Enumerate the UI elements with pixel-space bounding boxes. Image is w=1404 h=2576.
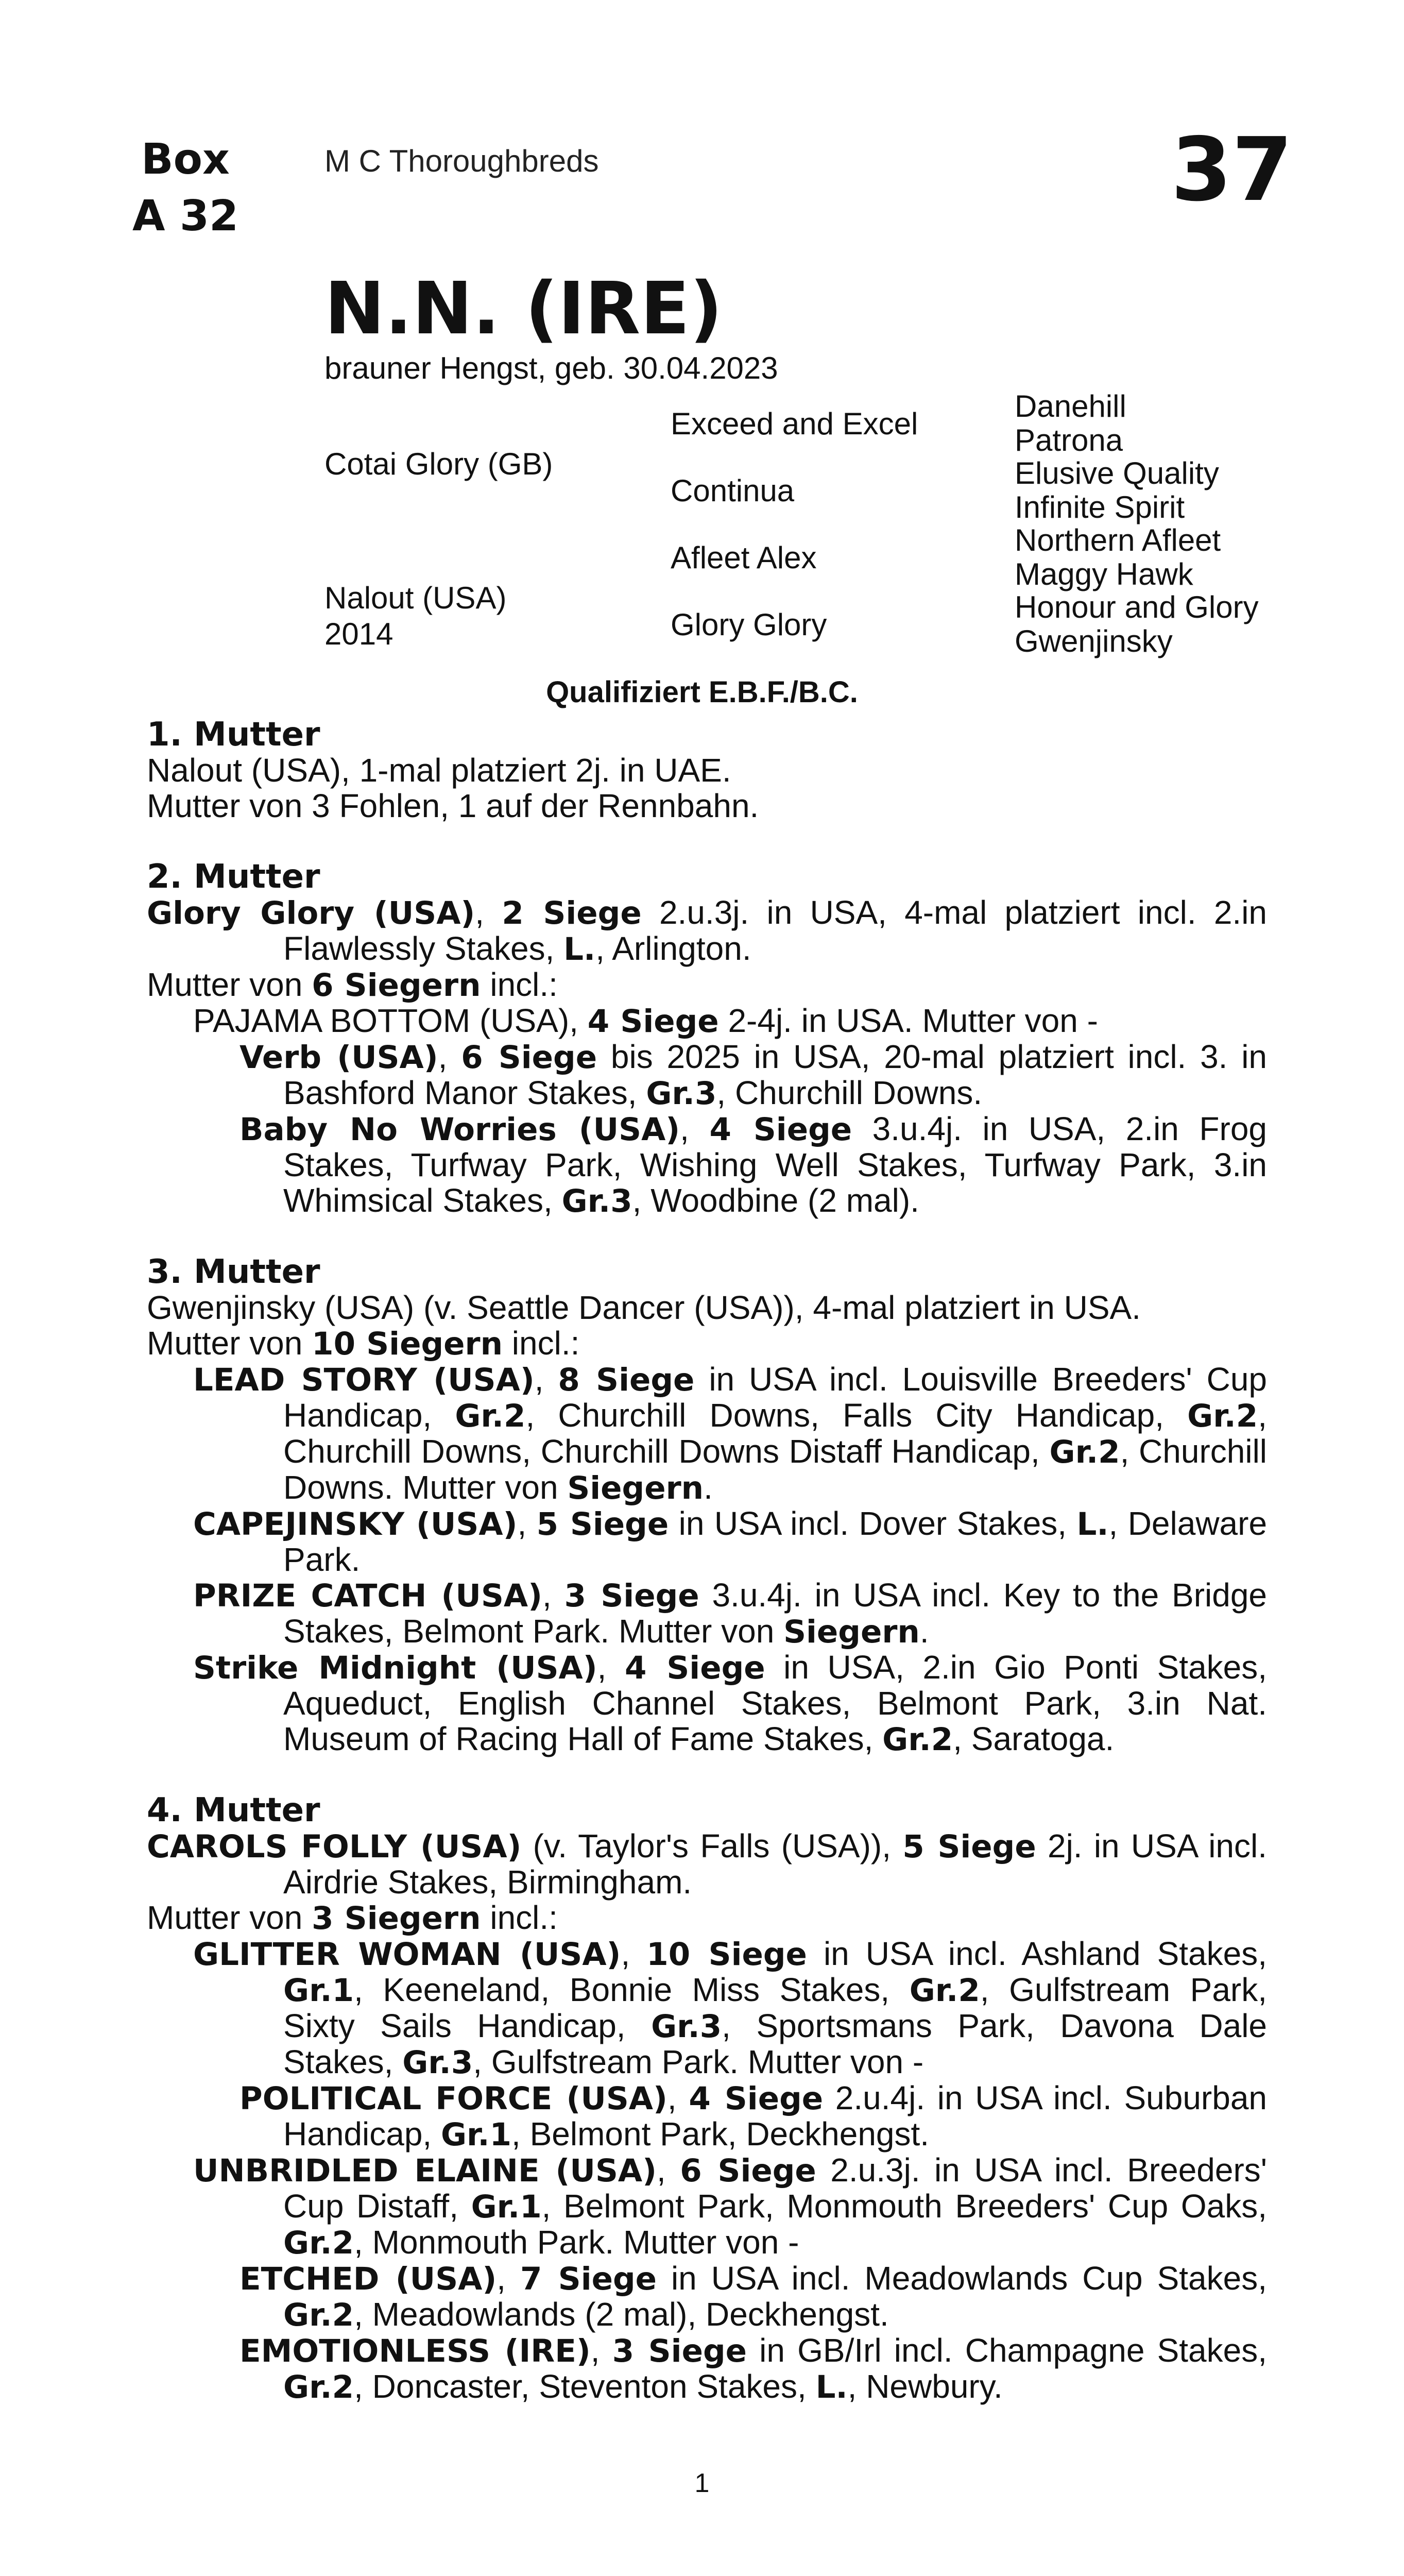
produce-name: Verb (USA) (239, 1039, 438, 1076)
dam-record (147, 1828, 1267, 1900)
box-label-line1: Box (141, 135, 230, 184)
produce-wins: 4 Siege (709, 1111, 852, 1148)
produce-entry: ETCHED (USA), 7 Siege in USA incl. Meadowlands Cup Stakes, Gr.2, Meadowlands (2 mal), Deckhengst. (239, 2260, 1268, 2333)
produce-wins: 3 Siege (612, 2333, 747, 2369)
section-title: 1. Mutter (147, 716, 320, 754)
produce-summary (147, 967, 1267, 1003)
dam-name: CAROLS FOLLY (USA) (147, 1828, 522, 1865)
dam-text: 2.u.3j. in USA, 4-mal platziert incl. 2.in Flawlessly Stakes, (283, 894, 1268, 967)
group-badge: Gr.1 (283, 1972, 354, 2009)
produce-entry: GLITTER WOMAN (USA), 10 Siege in USA incl. Ashland Stakes, Gr.1, Keeneland, Bonnie Miss Stakes, Gr.2, Gulfstream Park, Sixty Sails Handicap, Gr.3, Sportsmans Park, Davona Dale Stakes, Gr.3, Gulfstream Park. Mutter von - (193, 1935, 1268, 2081)
owner-name: M C Thoroughbreds (324, 144, 599, 178)
dam-record: Gwenjinsky (USA) (v. Seattle Dancer (USA)), 4-mal platziert in USA. (147, 1289, 1141, 1326)
dam-text: 2j. in USA incl. Airdrie Stakes, Birmingham. (283, 1827, 1268, 1901)
horse-name: N.N. (IRE) (324, 267, 723, 351)
produce-text: , Sportsmans Park, Davona Dale Stakes, (283, 2007, 1268, 2080)
produce-text: 2.u.4j. in USA incl. Suburban Handicap, (283, 2079, 1267, 2153)
group-badge: Gr.1 (440, 2116, 512, 2153)
pedigree-great-grandparent: Infinite Spirit (1015, 490, 1185, 524)
pedigree-grandparent: Continua (671, 473, 795, 508)
produce-wins: 4 Siege (587, 1003, 719, 1040)
group-badge: Gr.3 (651, 2008, 722, 2045)
produce-text: , Keeneland, Bonnie Miss Stakes, (354, 1971, 890, 2008)
produce-text: 2-4j. in USA. Mutter von - (728, 1002, 1098, 1039)
group-badge: Gr.2 (283, 2297, 354, 2333)
winners-label: Siegern (783, 1614, 920, 1650)
produce-entry: Verb (USA), 6 Siege bis 2025 in USA, 20-mal platziert incl. 3. in Bashford Manor Stakes, Gr.3, Churchill Downs. (239, 1038, 1268, 1112)
produce-wins: 4 Siege (689, 2080, 824, 2117)
produce-wins: 6 Siege (461, 1039, 597, 1076)
produce-entry: CAPEJINSKY (USA), 5 Siege in USA incl. Dover Stakes, L., Delaware Park. (193, 1505, 1268, 1578)
group-badge: Gr.2 (283, 2369, 354, 2405)
produce-text: , Belmont Park, Monmouth Breeders' Cup Oaks, (541, 2188, 1268, 2225)
produce-text: in USA incl. Ashland Stakes, (823, 1935, 1268, 1972)
pedigree-great-grandparent: Honour and Glory (1015, 590, 1259, 624)
group-badge: Gr.2 (283, 2225, 354, 2261)
incl-label: incl.: (490, 966, 558, 1003)
produce-wins: 8 Siege (558, 1362, 695, 1398)
produce-text: , Meadowlands (2 mal), Deckhengst. (354, 2296, 889, 2333)
produce-text: , Churchill Downs. Mutter von (283, 1433, 1268, 1506)
produce-name: Baby No Worries (USA) (239, 1111, 680, 1148)
produce-text: , Monmouth Park. Mutter von - (354, 2224, 799, 2261)
dam-produce: Mutter von 3 Fohlen, 1 auf der Rennbahn. (147, 787, 759, 824)
winners-label: Siegern (567, 1470, 704, 1506)
produce-text: in USA incl. Meadowlands Cup Stakes, (671, 2260, 1268, 2297)
incl-label: incl.: (490, 1899, 558, 1936)
produce-text: 2.u.3j. in USA incl. Breeders' Cup Distaff, (283, 2151, 1268, 2225)
produce-name: EMOTIONLESS (IRE) (239, 2333, 591, 2369)
produce-wins: 7 Siege (520, 2261, 657, 2297)
dam-text: (v. Taylor's Falls (USA)), (533, 1827, 892, 1865)
produce-summary (147, 1326, 1267, 1362)
produce-text: , Doncaster, Steventon Stakes, (354, 2368, 807, 2405)
produce-entry: Baby No Worries (USA), 4 Siege 3.u.4j. in USA, 2.in Frog Stakes, Turfway Park, Wishing Well Stakes, Turfway Park, 3.in Whimsical Stakes, Gr.3, Woodbine (2 mal). (239, 1110, 1268, 1219)
listed-badge: L. (815, 2369, 848, 2405)
produce-text: 3.u.4j. in USA incl. Key to the Bridge Stakes, Belmont Park. Mutter von (283, 1577, 1268, 1650)
produce-entry: UNBRIDLED ELAINE (USA), 6 Siege 2.u.3j. in USA incl. Breeders' Cup Distaff, Gr.1, Belmont Park, Monmouth Breeders' Cup Oaks, Gr.2, Monmouth Park. Mutter von - (193, 2151, 1268, 2261)
produce-name: CAPEJINSKY (USA) (193, 1506, 518, 1543)
group-badge: Gr.3 (646, 1075, 717, 1112)
produce-name: Strike Midnight (USA) (193, 1650, 597, 1686)
winners-count: 10 Siegern (312, 1326, 503, 1362)
page-number: 1 (694, 2468, 710, 2498)
pedigree-great-grandparent: Elusive Quality (1015, 456, 1219, 490)
produce-label: Mutter von (147, 1899, 303, 1936)
produce-name: GLITTER WOMAN (USA) (193, 1936, 621, 1973)
incl-label: incl.: (511, 1325, 580, 1362)
horse-description: brauner Hengst, geb. 30.04.2023 (324, 351, 778, 385)
pedigree-great-grandparent: Danehill (1015, 389, 1126, 423)
produce-text: 3.u.4j. in USA, 2.in Frog Stakes, Turfway Park, Wishing Well Stakes, Turfway Park, 3.in Whimsical Stakes, (283, 1110, 1268, 1219)
produce-entry: EMOTIONLESS (IRE), 3 Siege in GB/Irl incl. Champagne Stakes, Gr.2, Doncaster, Steventon Stakes, L., Newbury. (239, 2332, 1268, 2405)
pedigree-grandparent: Afleet Alex (671, 540, 817, 575)
box-label-line2: A 32 (132, 192, 239, 241)
produce-text: in USA incl. Dover Stakes, (678, 1505, 1067, 1542)
qualification-note: Qualifiziert E.B.F./B.C. (546, 675, 858, 709)
group-badge: Gr.2 (1049, 1434, 1120, 1470)
produce-text: in USA incl. Louisville Breeders' Cup Handicap, (283, 1361, 1268, 1434)
dam-record: Glory Glory (USA), 2 Siege 2.u.3j. in USA, 4-mal platziert incl. 2.in Flawlessly Stakes, L., Arlington. (147, 894, 1268, 968)
group-badge: Gr.2 (1187, 1398, 1258, 1434)
produce-summary (147, 1900, 1267, 1936)
pedigree-grandparent: Exceed and Excel (671, 406, 918, 441)
section-third-dam (147, 1255, 1267, 1757)
pedigree-grandparent: Glory Glory (671, 607, 827, 642)
produce-text: , Newbury. (847, 2368, 1003, 2405)
group-badge: Gr.2 (909, 1972, 980, 2009)
winners-count: 3 Siegern (312, 1900, 481, 1937)
produce-text: , Saratoga. (953, 1720, 1115, 1757)
pedigree-sire: Cotai Glory (GB) (324, 447, 553, 481)
group-badge: Gr.2 (455, 1398, 526, 1434)
produce-wins: 10 Siege (646, 1936, 807, 1973)
listed-badge: L. (1076, 1506, 1109, 1543)
section-fourth-dam (147, 1793, 1267, 2405)
pedigree-dam: Nalout (USA) (324, 581, 507, 615)
produce-label: Mutter von (147, 966, 303, 1003)
produce-text: in USA, 2.in Gio Ponti Stakes, Aqueduct, English Channel Stakes, Belmont Park, 3.in Nat. Museum of Racing Hall of Fame Stakes, (283, 1649, 1268, 1757)
pedigree-great-grandparent: Gwenjinsky (1015, 624, 1173, 658)
pedigree-great-grandparent: Maggy Hawk (1015, 557, 1193, 591)
family-details (147, 717, 1267, 2441)
group-badge: Gr.2 (882, 1721, 953, 1758)
dam-name: Glory Glory (USA) (147, 895, 475, 931)
group-badge: Gr.1 (471, 2189, 542, 2225)
group-badge: Gr.3 (561, 1183, 632, 1219)
produce-text: , Belmont Park, Deckhengst. (511, 2115, 930, 2153)
dam-record: Nalout (USA), 1-mal platziert 2j. in UAE. (147, 752, 731, 789)
box-label (103, 131, 268, 245)
produce-name: UNBRIDLED ELAINE (USA) (193, 2153, 657, 2189)
produce-name: POLITICAL FORCE (USA) (239, 2080, 667, 2117)
pedigree-great-grandparent: Patrona (1015, 423, 1123, 457)
listed-badge: L. (563, 931, 596, 968)
section-second-dam (147, 859, 1267, 1219)
produce-entry: PRIZE CATCH (USA), 3 Siege 3.u.4j. in USA incl. Key to the Bridge Stakes, Belmont Park. Mutter von Siegern. (193, 1577, 1268, 1650)
produce-name: LEAD STORY (USA) (193, 1362, 535, 1398)
section-title: 4. Mutter (147, 1791, 320, 1829)
produce-text: , Gulfstream Park, Sixty Sails Handicap, (283, 1971, 1268, 2044)
produce-name: PAJAMA BOTTOM (USA), (193, 1002, 578, 1039)
produce-text: , Delaware Park. (283, 1505, 1268, 1578)
produce-text: , Churchill Downs. (716, 1074, 983, 1111)
produce-text: , Churchill Downs, Churchill Downs Distaff Handicap, (283, 1397, 1268, 1470)
pedigree-great-grandparent: Northern Afleet (1015, 523, 1221, 557)
produce-text: , Churchill Downs, Falls City Handicap, (525, 1397, 1164, 1434)
winners-count: 6 Siegern (312, 967, 481, 1004)
produce-text: , Gulfstream Park. Mutter von - (473, 2043, 924, 2080)
dam-wins: 2 Siege (502, 895, 642, 931)
produce-name: ETCHED (USA) (239, 2261, 497, 2297)
produce-text: , Woodbine (2 mal). (632, 1182, 919, 1219)
produce-wins: 6 Siege (680, 2153, 816, 2189)
produce-entry: POLITICAL FORCE (USA), 4 Siege 2.u.4j. in USA incl. Suburban Handicap, Gr.1, Belmont Park, Deckhengst. (239, 2079, 1267, 2153)
section-title: 3. Mutter (147, 1253, 320, 1291)
pedigree-dam-year: 2014 (324, 617, 393, 651)
section-first-dam (147, 717, 1267, 824)
produce-name: PRIZE CATCH (USA) (193, 1578, 542, 1614)
dam-wins: 5 Siege (902, 1828, 1036, 1865)
produce-wins: 5 Siege (536, 1506, 669, 1543)
section-title: 2. Mutter (147, 858, 320, 896)
produce-entry (147, 1003, 1267, 1039)
produce-wins: 3 Siege (564, 1578, 699, 1614)
produce-text: in GB/Irl incl. Champagne Stakes, (759, 2332, 1268, 2369)
lot-number: 37 (1171, 119, 1293, 221)
produce-entry: LEAD STORY (USA), 8 Siege in USA incl. Louisville Breeders' Cup Handicap, Gr.2, Churchill Downs, Falls City Handicap, Gr.2, Churchill Downs, Churchill Downs Distaff Handicap, Gr.2, Churchill Downs. Mutter von Siegern. (193, 1361, 1268, 1506)
produce-entry: Strike Midnight (USA), 4 Siege in USA, 2.in Gio Ponti Stakes, Aqueduct, English Channel Stakes, Belmont Park, 3.in Nat. Museum of Racing Hall of Fame Stakes, Gr.2, Saratoga. (193, 1649, 1268, 1758)
dam-text: , Arlington. (595, 930, 751, 967)
produce-wins: 4 Siege (624, 1650, 765, 1686)
produce-label: Mutter von (147, 1325, 303, 1362)
group-badge: Gr.3 (402, 2044, 473, 2081)
produce-text: bis 2025 in USA, 20-mal platziert incl. 3. in Bashford Manor Stakes, (283, 1038, 1268, 1111)
